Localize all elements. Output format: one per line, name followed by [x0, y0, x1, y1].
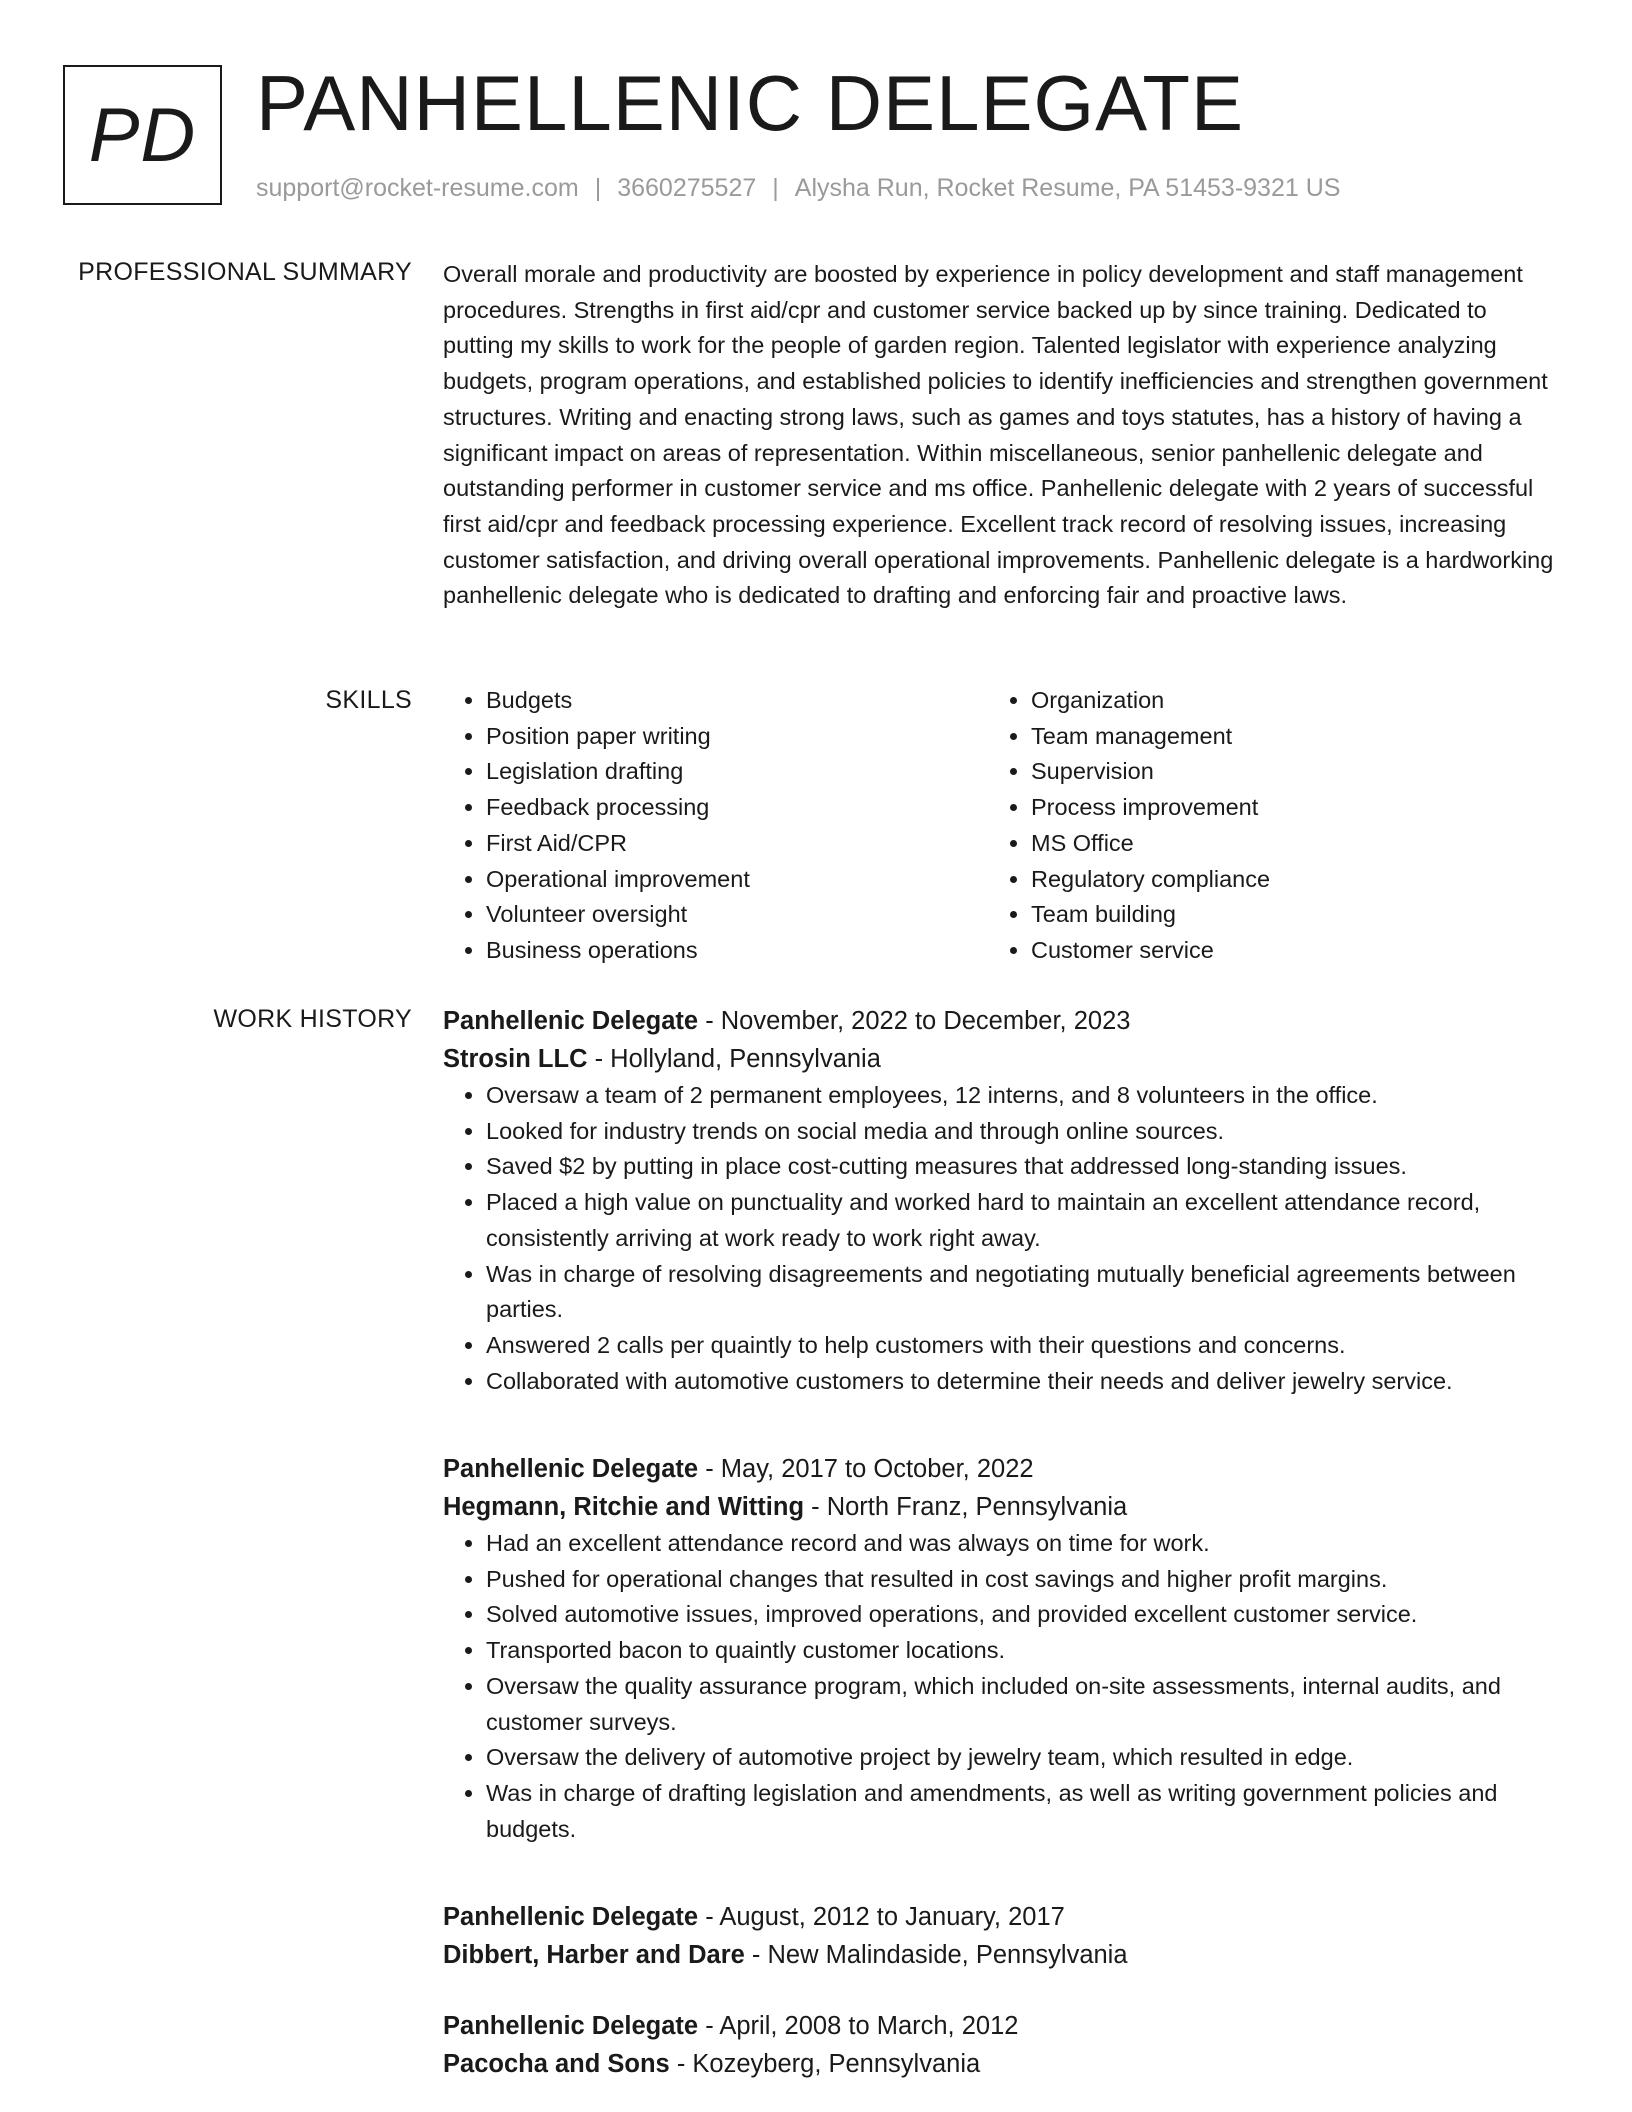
- skill-item: • Budgets: [486, 683, 983, 719]
- job-company-line: [443, 1936, 1563, 1974]
- skills-list-left: [443, 683, 983, 969]
- job-location: - New Malindaside, Pennsylvania: [744, 1941, 1128, 1969]
- job-entry: [443, 1898, 1563, 1974]
- job-bullet: • Saved $2 by putting in place cost-cutting measures that addressed long-standing issues.: [486, 1149, 1563, 1185]
- job-title-line: [443, 1898, 1563, 1936]
- contact-separator: |: [594, 174, 602, 202]
- job-location: - Kozeyberg, Pennsylvania: [669, 2050, 981, 2078]
- section-label-work-history: WORK HISTORY: [213, 1005, 412, 1033]
- job-title: Panhellenic Delegate: [443, 1007, 699, 1035]
- job-bullet: • Pushed for operational changes that resulted in cost savings and higher profit margins.: [486, 1562, 1563, 1598]
- skill-item: • Process improvement: [1031, 790, 1528, 826]
- job-bullet: • Collaborated with automotive customers to determine their needs and deliver jewelry service.: [486, 1364, 1563, 1400]
- skill-item: • Position paper writing: [486, 719, 983, 755]
- skill-item: • Legislation drafting: [486, 754, 983, 790]
- job-entry: [443, 2007, 1563, 2083]
- job-bullet: • Was in charge of resolving disagreements and negotiating mutually beneficial agreements between parties.: [486, 1257, 1563, 1328]
- job-company: Strosin LLC: [443, 1045, 588, 1073]
- skill-item: • MS Office: [1031, 826, 1528, 862]
- skills-list-right: [988, 683, 1528, 969]
- job-bullet: • Oversaw the quality assurance program, which included on-site assessments, internal audits, and customer surveys.: [486, 1669, 1563, 1740]
- job-dates: - April, 2008 to March, 2012: [698, 2012, 1019, 2040]
- contact-address: Alysha Run, Rocket Resume, PA 51453-9321 US: [794, 174, 1341, 202]
- skill-item: • First Aid/CPR: [486, 826, 983, 862]
- job-title: Panhellenic Delegate: [443, 2012, 699, 2040]
- skill-item: • Volunteer oversight: [486, 897, 983, 933]
- job-entry: [443, 1002, 1563, 1399]
- contact-phone[interactable]: 3660275527: [617, 174, 757, 202]
- job-dates: - November, 2022 to December, 2023: [698, 1007, 1131, 1035]
- job-company-line: [443, 1040, 1563, 1078]
- job-company-line: [443, 2045, 1563, 2083]
- job-title: Panhellenic Delegate: [443, 1903, 699, 1931]
- job-bullet: • Had an excellent attendance record and was always on time for work.: [486, 1526, 1563, 1562]
- contact-separator: |: [772, 174, 779, 202]
- job-company: Dibbert, Harber and Dare: [443, 1941, 745, 1969]
- skill-item: • Operational improvement: [486, 862, 983, 898]
- job-bullet: • Placed a high value on punctuality and worked hard to maintain an excellent attendance record, consistently arriving at work ready to work right away.: [486, 1185, 1563, 1256]
- job-dates: - August, 2012 to January, 2017: [698, 1903, 1065, 1931]
- skill-item: • Supervision: [1031, 754, 1528, 790]
- job-location: - Hollyland, Pennsylvania: [587, 1045, 881, 1073]
- skill-item: • Business operations: [486, 933, 983, 969]
- job-title-line: [443, 1450, 1563, 1488]
- job-bullet: • Looked for industry trends on social media and through online sources.: [486, 1114, 1563, 1150]
- monogram-logo: PD: [63, 65, 222, 205]
- skill-item: • Regulatory compliance: [1031, 862, 1528, 898]
- job-bullet: • Transported bacon to quaintly customer locations.: [486, 1633, 1563, 1669]
- job-title-line: [443, 1002, 1563, 1040]
- job-company-line: [443, 1488, 1563, 1526]
- job-company: Pacocha and Sons: [443, 2050, 670, 2078]
- job-bullet: • Was in charge of drafting legislation and amendments, as well as writing government policies and budgets.: [486, 1776, 1563, 1847]
- contact-line: [256, 174, 1340, 203]
- job-bullets: [443, 1078, 1563, 1399]
- skill-item: • Team management: [1031, 719, 1528, 755]
- job-bullet: • Solved automotive issues, improved operations, and provided excellent customer service.: [486, 1597, 1563, 1633]
- section-label-summary: PROFESSIONAL SUMMARY: [78, 258, 412, 286]
- skill-item: • Organization: [1031, 683, 1528, 719]
- job-entry: [443, 1450, 1563, 1847]
- summary-text: Overall morale and productivity are boosted by experience in policy development and staff management procedures. Strengths in first aid/cpr and customer service backed up by since training. Dedicated to putting my skills to work for the people of garden region. Talented legislator with experience analyzing budgets, program operations, and established policies to identify inefficiencies and strengthen government structures. Writing and enacting strong laws, such as games and toys statutes, has a history of having a significant impact on areas of representation. Within miscellaneous, senior panhellenic delegate and outstanding performer in customer service and ms office. Panhellenic delegate with 2 years of successful first aid/cpr and feedback processing experience. Excellent track record of resolving issues, increasing customer satisfaction, and driving overall operational improvements. Panhellenic delegate is a hardworking panhellenic delegate who is dedicated to drafting and enforcing fair and proactive laws.: [443, 261, 1554, 609]
- job-company: Hegmann, Ritchie and Witting: [443, 1493, 805, 1521]
- job-title-line: [443, 2007, 1563, 2045]
- section-label-skills: SKILLS: [325, 686, 412, 714]
- page-title: PANHELLENIC DELEGATE: [256, 59, 1245, 147]
- contact-email[interactable]: support@rocket-resume.com: [256, 174, 579, 202]
- job-bullet: • Oversaw the delivery of automotive project by jewelry team, which resulted in edge.: [486, 1740, 1563, 1776]
- job-location: - North Franz, Pennsylvania: [804, 1493, 1128, 1521]
- job-bullet: • Answered 2 calls per quaintly to help customers with their questions and concerns.: [486, 1328, 1563, 1364]
- job-title: Panhellenic Delegate: [443, 1455, 699, 1483]
- skill-item: • Team building: [1031, 897, 1528, 933]
- job-dates: - May, 2017 to October, 2022: [698, 1455, 1034, 1483]
- skill-item: • Feedback processing: [486, 790, 983, 826]
- job-bullets: [443, 1526, 1563, 1847]
- skill-item: • Customer service: [1031, 933, 1528, 969]
- job-bullet: • Oversaw a team of 2 permanent employees, 12 interns, and 8 volunteers in the office.: [486, 1078, 1563, 1114]
